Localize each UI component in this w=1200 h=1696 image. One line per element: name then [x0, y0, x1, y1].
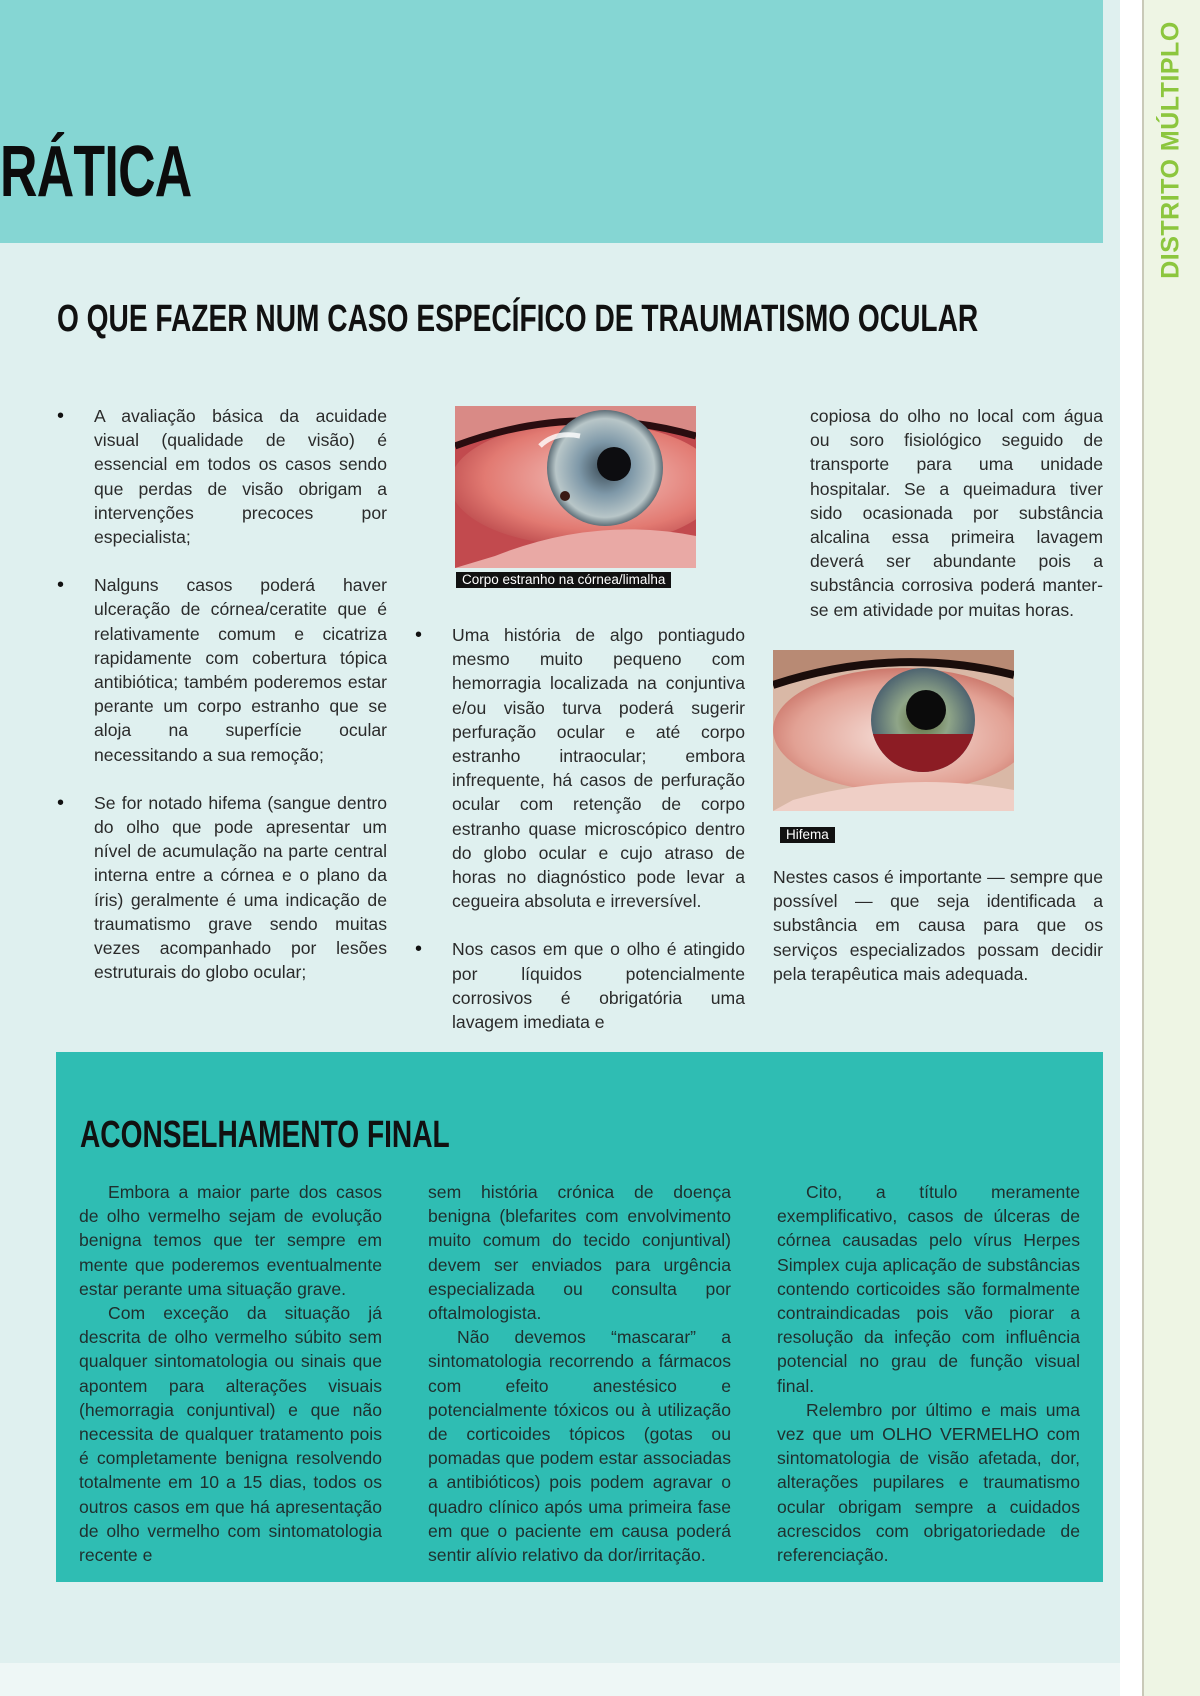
bullet-text: Nos casos em que o olho é atingido por líquidos potencialmente corrosivos é obrigatória uma lavagem imediata e: [452, 939, 745, 1033]
bullet-icon: •: [415, 938, 423, 961]
list-item: [57, 791, 387, 985]
advice-column-3: [777, 1180, 1080, 1567]
eye-illustration: [773, 650, 1014, 811]
column-1: [57, 404, 387, 1008]
bullet-list-1: [57, 404, 387, 984]
eye-illustration: [455, 406, 696, 568]
bullet-text: Se for notado hifema (sangue dentro do olho que pode apresentar um nível de acumulação na parte central interna entre a córnea e o plano da íris) geralmente é uma indicação de traumatismo grave sendo muitas vezes acompanhado por lesões estruturais do globo ocular;: [94, 792, 387, 983]
banner-title: RÁTICA: [0, 132, 192, 212]
list-item: [57, 404, 387, 549]
paragraph: Relembro por último e mais uma vez que um OLHO VERMELHO com sintomatologia de visão afetada, dor, alterações pupilares e traumatismo ocular obrigam sempre a cuidados acrescidos com obrigatoriedade de referenciação.: [777, 1399, 1080, 1566]
photo-caption-1: Corpo estranho na córnea/limalha: [456, 572, 671, 588]
list-item: [415, 623, 745, 913]
list-item: [415, 937, 745, 1034]
photo-caption-2: Hifema: [780, 827, 835, 843]
bullet-icon: •: [415, 624, 423, 646]
footer-band: [0, 1663, 1120, 1696]
bullet-icon: •: [57, 405, 65, 427]
paragraph: Cito, a título meramente exemplificativo, casos de úlceras de córnea causadas pelo vírus Herpes Simplex cuja aplicação de substâncias contendo corticoides são formalmente contraindicadas pois vão piorar a resolução da infeção com influência potencial no grau de função visual final.: [777, 1182, 1080, 1396]
bullet-list-2: [415, 623, 745, 1034]
paragraph: Com exceção da situação já descrita de olho vermelho súbito sem qualquer sintomatologia ou sinais que apontem para alterações visuais (hemorragia conjuntival) e que não necessita de qualquer tratamento pois é completamente benigna resolvendo totalmente em 10 a 15 dias, todos os outros casos em que há apresentação de olho vermelho com sintomatologia recente e: [79, 1303, 382, 1566]
bullet-text: Nalguns casos poderá haver ulceração de córnea/ceratite que é relativamente comum e cicatriza rapidamente com cobertura tópica antibiótica; também poderemos estar perante um corpo estranho que se aloja na superfície ocular necessitando a sua remoção;: [94, 575, 387, 765]
photo-foreign-body-eye: [455, 406, 696, 568]
bullet-icon: •: [57, 791, 65, 814]
column-3-continuation: [810, 404, 1103, 622]
bullet-text: Uma história de algo pontiagudo mesmo muito pequeno com hemorragia localizada na conjuntiva e/ou visão turva poderá sugerir perfuração ocular e até corpo estranho intraocular; embora infrequente, há casos de perfuração ocular com retenção de corpo estranho quase microscópico dentro do globo ocular e cujo atraso de horas no diagnóstico pode levar a cegueira absoluta e irreversível.: [452, 625, 745, 912]
column-2: [415, 623, 745, 1058]
photo-hyphema-eye: [773, 650, 1014, 811]
column-3-closing: [773, 865, 1103, 986]
paragraph: Embora a maior parte dos casos de olho vermelho sejam de evolução benigna temos que ter sempre em mente que poderemos eventualmente estar perante uma situação grave.: [79, 1182, 382, 1299]
list-item: [57, 573, 387, 767]
advice-title: ACONSELHAMENTO FINAL: [80, 1114, 450, 1156]
section-title: O QUE FAZER NUM CASO ESPECÍFICO DE TRAUMATISMO OCULAR: [57, 298, 979, 340]
advice-column-2: [428, 1180, 731, 1567]
bullet-text: A avaliação básica da acuidade visual (qualidade de visão) é essencial em todos os casos sendo que perdas de visão obrigam a intervenções precoces por especialista;: [94, 406, 387, 548]
closing-text: Nestes casos é importante — sempre que possível — que seja identificada a substância em causa para que os serviços especializados possam decidir pela terapêutica mais adequada.: [773, 867, 1103, 984]
paragraph: sem história crónica de doença benigna (blefarites com envolvimento muito comum do tecido conjuntival) devem ser enviados para urgência especializada ou consulta por oftalmologista.: [428, 1182, 731, 1324]
paragraph: Não devemos “mascarar” a sintomatologia recorrendo a fármacos com efeito anestésico e potencialmente tóxicos ou à utilização de corticoides tópicos (gotas ou pomadas que podem estar associadas a antibióticos) pois podem agravar o quadro clínico após uma primeira fase em que o paciente em causa poderá sentir alívio relativo da dor/irritação.: [428, 1327, 731, 1566]
advice-column-1: [79, 1180, 382, 1567]
bullet-icon: •: [57, 574, 65, 597]
continuation-text: copiosa do olho no local com água ou soro fisiológico seguido de transporte para uma unidade hospitalar. Se a queimadura tiver sido ocasionada por substância alcalina essa primeira lavagem deverá ser abundante pois a substância corrosiva poderá manter-se em atividade por muitas horas.: [810, 406, 1103, 620]
sidebar-label: DISTRITO MÚLTIPLO: [1156, 21, 1185, 279]
